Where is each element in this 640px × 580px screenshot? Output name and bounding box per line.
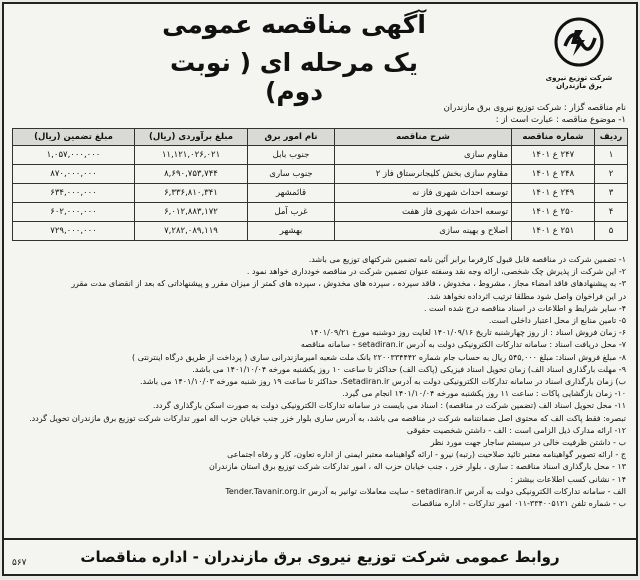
note-line: ۴- سایر شرایط و اطلاعات در اسناد مناقصه درج شده است . bbox=[423, 303, 626, 313]
cell-row: ۵ bbox=[595, 222, 628, 241]
note-line: ۱- تضمین شرکت در مناقصه قابل قبول کارفرما برابر آئین نامه تضمین شرکتهای توزیع می باشد. bbox=[308, 255, 626, 264]
cell-row: ۴ bbox=[595, 203, 628, 222]
cell-guarantee: ۱,۰۵۷,۰۰۰,۰۰۰ bbox=[13, 146, 135, 165]
note-line: ۶- زمان فروش اسناد : از روز چهارشنبه تاریخ ۱۴۰۱/۰۹/۱۶ لغایت روز دوشنبه مورخ ۱۴۰۱/۰۹/۲۱ bbox=[309, 328, 626, 338]
cell-number: ۲۴۹ ع ۱۴۰۱ bbox=[512, 184, 595, 203]
col-guarantee: مبلغ تضمین (ریال) bbox=[13, 129, 135, 146]
note-line: ج - ارائه تصویر گواهینامه معتبر تائید صلاحیت (رتبه) نیرو - ارائه گواهینامه معتبر ایمنی از اداره تعاون، کار و رفاه اجتماعی bbox=[227, 450, 626, 460]
company-logo bbox=[540, 16, 618, 90]
cell-number: ۲۵۰ ع ۱۴۰۱ bbox=[512, 203, 595, 222]
col-tender-number: شماره مناقصه bbox=[512, 129, 595, 146]
col-description: شرح مناقصه bbox=[335, 129, 512, 146]
note-line: در این فراخوان واصل شود مطلقا ترتیب اثرداده نخواهد شد. bbox=[427, 291, 626, 301]
cell-description: توسعه احداث شهری فاز نه bbox=[335, 184, 512, 203]
col-department: نام امور برق bbox=[248, 129, 335, 146]
cell-row: ۱ bbox=[595, 146, 628, 165]
note-line: ۸- مبلغ فروش اسناد: مبلغ ۵۴۵,۰۰۰ ریال به حساب جام شماره ۲۲۰۰۳۳۴۴۴۲ بانک ملت شعبه امیرمازندرانی ساری ( پرداخت از طریق درگاه اینترنتی ) bbox=[132, 352, 626, 362]
cell-row: ۳ bbox=[595, 184, 628, 203]
notice-subtitle: یک مرحله ای ( نوبت دوم) bbox=[169, 48, 419, 106]
organizer-line: نام مناقصه گزار : شرکت توزیع نیروی برق مازندران bbox=[443, 103, 626, 113]
tender-meta bbox=[444, 102, 626, 126]
table-row bbox=[13, 165, 628, 184]
table-row bbox=[13, 203, 628, 222]
table-row bbox=[13, 146, 628, 165]
notice-title: آگهی مناقصه عمومی bbox=[162, 10, 426, 39]
cell-department: غرب آمل bbox=[248, 203, 335, 222]
logo-emblem-icon bbox=[553, 16, 605, 68]
cell-row: ۲ bbox=[595, 165, 628, 184]
note-line: تبصره: فقط پاکت الف که محتوی اصل ضمانتنامه شرکت در مناقصه می باشد، به آدرس ساری بلوار خزر جنب خیابان حزب اله امور تدارکات شرکت توزیع برق مازندران تحویل گردد. bbox=[29, 413, 626, 423]
note-line: ۹- مهلت بارگذاری اسناد الف) زمان تحویل اسناد فیزیکی (پاکت الف) حداکثر تا ساعت ۱۰ روز یکشنبه مورخه ۱۴۰۱/۱۰/۰۴ می باشد. bbox=[192, 364, 626, 374]
note-line: ۵- تامین منابع از محل اعتبار داخلی است. bbox=[488, 316, 626, 326]
cell-description: توسعه احداث شهری فاز هفت bbox=[335, 203, 512, 222]
cell-department: بهشهر bbox=[248, 222, 335, 241]
table-header-row bbox=[13, 129, 628, 146]
cell-description: مقاوم سازی بخش کلیجانرستاق فاز ۲ bbox=[335, 165, 512, 184]
tender-conditions bbox=[12, 254, 626, 510]
note-line: ب) زمان بارگذاری اسناد در سامانه تدارکات الکترونیکی دولت به آدرس Setadiran.ir، حداکثر تا ساعت ۱۹ روز شنبه مورخه ۱۴۰۱/۱۰/۰۳ می باشد. bbox=[139, 377, 626, 387]
cell-department: جنوب ساری bbox=[248, 165, 335, 184]
cell-number: ۲۴۷ ع ۱۴۰۱ bbox=[512, 146, 595, 165]
cell-estimate: ۸,۶۹۰,۷۵۳,۷۴۴ bbox=[135, 165, 248, 184]
table-row bbox=[13, 222, 628, 241]
cell-guarantee: ۸۷۰,۰۰۰,۰۰۰ bbox=[13, 165, 135, 184]
note-line: ۱۳ - محل بارگذاری اسناد مناقصه : ساری ، بلوار خزر ، جنب خیابان حزب اله ، امور تدارکات شرکت توزیع برق استان مازندران bbox=[208, 462, 626, 472]
note-line: ۲- این شرکت از پذیرش چک شخصی، ارائه وجه نقد وسفته عنوان تضمین شرکت در مناقصه خودداری خواهد نمود . bbox=[246, 267, 626, 277]
footer-banner: روابط عمومی شرکت توزیع نیروی برق مازندران - اداره مناقصات bbox=[4, 538, 636, 574]
cell-guarantee: ۶۰۲,۰۰۰,۰۰۰ bbox=[13, 203, 135, 222]
cell-estimate: ۶,۰۱۲,۸۸۳,۱۷۲ bbox=[135, 203, 248, 222]
cell-estimate: ۷,۲۸۲,۰۸۹,۱۱۹ bbox=[135, 222, 248, 241]
cell-guarantee: ۷۲۹,۰۰۰,۰۰۰ bbox=[13, 222, 135, 241]
note-line: ۱۱- محل تحویل اسناد الف (تضمین شرکت در مناقصه) : اسناد می بایست در سامانه تدارکات الکترونیکی دولت به صورت اسکن بارگذاری گردد. bbox=[152, 401, 626, 411]
page-number: ۵۶۷ bbox=[12, 558, 27, 568]
note-line: ۷- محل دریافت اسناد : سامانه تدارکات الکترونیکی دولت به آدرس setadiran.ir - سامانه مناقصه bbox=[300, 340, 626, 350]
col-estimate: مبلغ برآوردی (ریال) bbox=[135, 129, 248, 146]
cell-estimate: ۱۱,۱۲۱,۰۲۶,۰۲۱ bbox=[135, 146, 248, 165]
cell-description: مقاوم سازی bbox=[335, 146, 512, 165]
note-line: ۱۰- زمان بازگشایی پاکات : ساعت ۱۱ روز یکشنبه مورخه ۱۴۰۱/۱۰/۰۴ انجام می گیرد. bbox=[342, 389, 626, 399]
tender-notice-page bbox=[2, 2, 638, 576]
table-row bbox=[13, 184, 628, 203]
subject-line: ۱- موضوع مناقصه : عبارت است از : bbox=[495, 115, 626, 125]
note-line: ب - داشتن ظرفیت خالی در سیستم ساجار جهت مورد نظر bbox=[430, 438, 626, 448]
note-line: ۳- به پیشنهادهای فاقد امضاء مجاز ، مشروط ، مخدوش ، فاقد سپرده ، سپرده های مخدوش ، سپرده های کمتر از میزان مقرر و پیشنهاداتی که بعد از انقضای مدت مقرر bbox=[71, 279, 626, 289]
tender-table bbox=[12, 128, 628, 241]
cell-number: ۲۴۸ ع ۱۴۰۱ bbox=[512, 165, 595, 184]
cell-department: جنوب بابل bbox=[248, 146, 335, 165]
note-line: ب - شماره تلفن ۳۳۴۰۰۵۱۲۱-۰۱۱ امور تدارکات - اداره مناقصات bbox=[411, 499, 626, 509]
company-name: شرکت توزیع نیروی برق مازندران bbox=[545, 74, 613, 90]
cell-guarantee: ۶۳۴,۰۰۰,۰۰۰ bbox=[13, 184, 135, 203]
col-row: ردیف bbox=[595, 129, 628, 146]
cell-department: قائمشهر bbox=[248, 184, 335, 203]
note-line: الف - سامانه تدارکات الکترونیکی دولت به آدرس setadiran.ir - سایت معاملات توانیر به آدرس Tender.Tavanir.org.ir bbox=[225, 486, 626, 496]
cell-number: ۲۵۱ ع ۱۴۰۱ bbox=[512, 222, 595, 241]
note-line: ۱۴ - نشانی کسب اطلاعات بیشتر : bbox=[510, 474, 626, 484]
cell-estimate: ۶,۳۳۶,۸۱۰,۳۴۱ bbox=[135, 184, 248, 203]
note-line: ۱۲- ارائه مدارک ذیل الزامی است : الف - داشتن شخصیت حقوقی bbox=[406, 425, 626, 435]
notice-header bbox=[4, 4, 636, 104]
cell-description: اصلاح و بهینه سازی bbox=[335, 222, 512, 241]
